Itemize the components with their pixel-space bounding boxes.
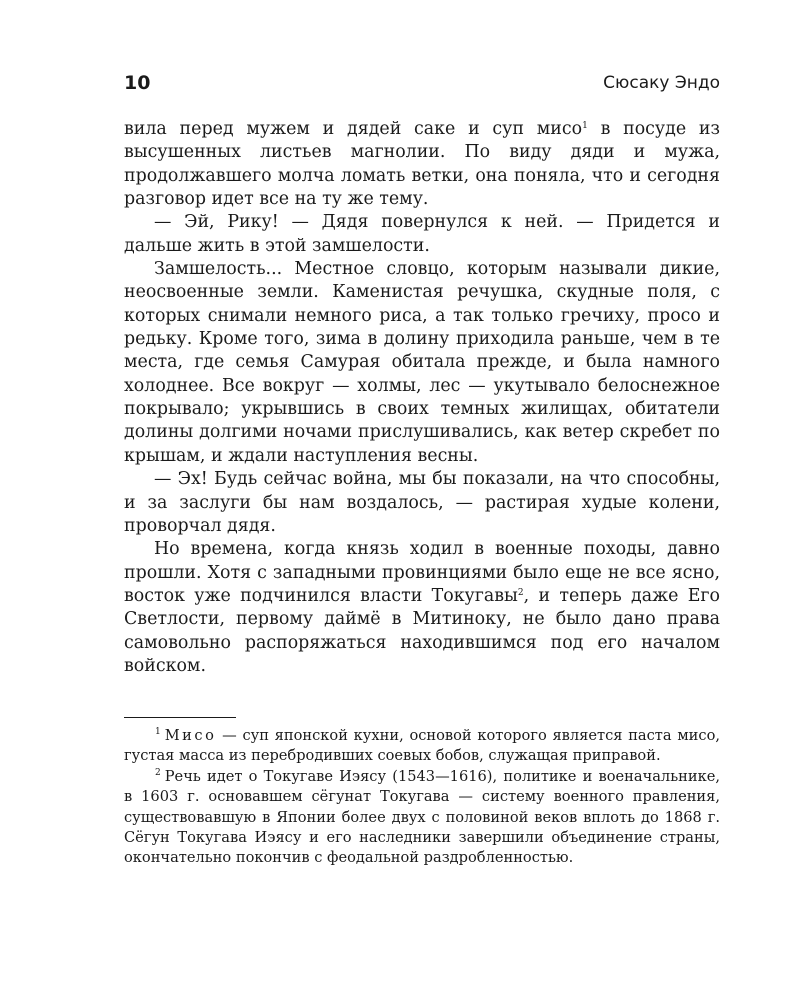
paragraph-4: — Эх! Будь сейчас война, мы бы показали, на что способны, и за заслуги бы нам воздалось, — растирая худые колени, проворчал дядя. bbox=[124, 469, 720, 536]
paragraph-5 bbox=[124, 538, 720, 678]
paragraph-5-text-b: , и теперь даже Его Светлости, первому даймё в Митиноку, не было дано права самовольно распоряжаться находившимся под его началом войском. bbox=[124, 585, 720, 676]
paragraph-1 bbox=[124, 118, 720, 211]
footnote-2-text: Речь идет о Токугаве Иэясу (1543—1616), политике и военачальнике, в 1603 г. основавшем сёгунат Токугава — систему военного правления, существовавшую в Японии более двух с половиной веков вплоть до 1868 г. Сёгун Токугава Иэясу и его наследники завершили объединение страны, окончательно покончив с феодальной раздробленностью. bbox=[124, 767, 720, 867]
paragraph-5-text-a: Но времена, когда князь ходил в военные походы, давно прошли. Хотя с западными провинциями было еще не все ясно, восток уже подчинился власти Токугавы bbox=[124, 539, 720, 606]
paragraph-1-text-a: вила перед мужем и дядей саке и суп мисо bbox=[124, 119, 583, 139]
footnote-1-text: — суп японской кухни, основой которого является паста мисо, густая масса из перебродивших соевых бобов, служащая приправой. bbox=[124, 727, 720, 765]
footnote-1-term: Мисо bbox=[164, 727, 217, 744]
footnote-2-mark: 2 bbox=[155, 767, 161, 778]
footnote-1 bbox=[124, 726, 720, 767]
footnote-ref-1: 1 bbox=[582, 121, 588, 131]
paragraph-1-text-b: в посуде из высушенных листьев магнолии. По виду дяди и мужа, продолжавшего молча ломать ветки, она поняла, что и сегодня разговор идет все на ту же тему. bbox=[124, 119, 720, 210]
footnote-separator bbox=[124, 717, 236, 718]
paragraph-3: Замшелость... Местное словцо, которым называли дикие, неосвоенные земли. Каменистая речушка, скудные поля, с которых снимали немного риса, а так только гречиху, просо и редьку. Кроме того, зима в долину приходила раньше, чем в те места, где семья Самурая обитала прежде, и была намного холоднее. Все вокруг — холмы, лес — укутывало белоснежное покрывало; укрывшись в своих темных жилищах, обитатели долины долгими ночами прислушивались, как ветер скребет по крышам, и ждали наступления весны. bbox=[124, 259, 720, 466]
footnote-ref-2: 2 bbox=[517, 587, 524, 598]
footnotes bbox=[124, 726, 720, 869]
page-number: 10 bbox=[124, 72, 151, 94]
main-text bbox=[124, 118, 720, 678]
paragraph-2: — Эй, Рику! — Дядя повернулся к ней. — Придется и дальше жить в этой замшелости. bbox=[124, 212, 720, 256]
running-head-author: Сюсаку Эндо bbox=[603, 73, 720, 93]
footnote-2 bbox=[124, 767, 720, 869]
footnote-1-mark: 1 bbox=[155, 727, 161, 737]
